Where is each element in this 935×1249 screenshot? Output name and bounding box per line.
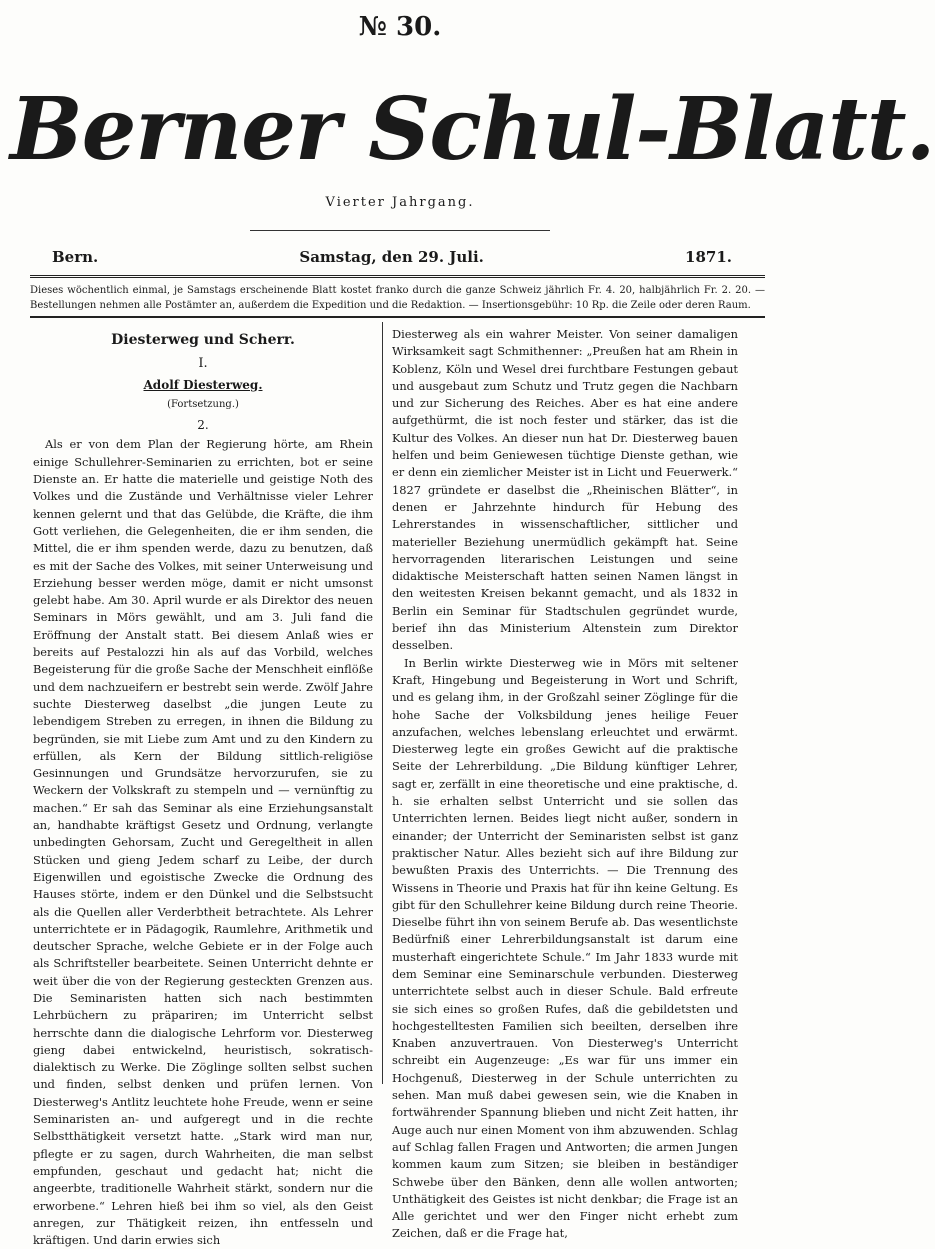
paragraph: In Berlin wirkte Diesterweg wie in Mörs mit seltener Kraft, Hingebung und Begeisterung in Wort und Schrift, und es gelang ihm, in der Großzahl seiner Zöglinge für die hohe Sache der Volksbildung jenes heilige Feuer anzufachen, welches lebenslang erleuchtet und erwärmt. Diesterweg legte ein großes Gewicht auf die praktische Seite der Lehrerbildung. „Die Bildung künftiger Lehrer, sagt er, zerfällt in eine theoretische und eine praktische, d. h. sie erhalten selbst Unterricht und sie sollen das Unterrichten lernen. Beides liegt nicht außer, sondern in einander; der Unterricht der Seminaristen selbst ist ganz praktischer Natur. Alles bezieht sich auf ihre Bildung zur bewußten Praxis des Unterrichts. — Die Trennung des Wissens in Theorie und Praxis hat für ihn keine Geltung. Es gibt für den Schullehrer keine Bildung durch reine Theorie. Dieselbe führt ihn von seinem Berufe ab. Das wesentlichste Bedürfniß einer Lehrerbildungsanstalt ist darum eine musterhaft eingerichtete Schule.“ Im Jahr 1833 wurde mit dem Seminar eine Seminarschule verbunden. Diesterweg unterrichtete selbst auch in dieser Schule. Bald erfreute sie sich eines so großen Rufes, daß die gebildetsten und hochgestelltesten Familien sich beeilten, derselben ihre Knaben anzuvertrauen. Von Diesterweg's Unterricht schreibt ein Augenzeuge: „Es war für uns immer ein Hochgenuß, Diesterweg in der Schule unterrichten zu sehen. Man muß dabei gewesen sein, wie die Knaben in fortwährender Spannung blieben und nicht Zeit hatten, ihr Auge auch nur einen Moment von ihm abzuwenden. Schlag auf Schlag fallen Fragen und Antworten; die armen Jungen kommen kaum zum Sitzen; sie bleiben in beständiger Schwebe über den Bänken, denn alle wollen antworten; Unthätigkeit des Geistes ist nicht denkbar; die Frage ist an Alle gerichtet und wer den Finger nicht erhebt zum Zeichen, daß er die Frage hat, — [392, 655, 738, 1241]
subscription-notice: Dieses wöchentlich einmal, je Samstags erscheinende Blatt kostet franko durch die ganze Schweiz jährlich Fr. 4. 20, halbjährlich Fr. 2. 20. — Bestellungen nehmen alle Postämter an, außerdem die Expedition und die Redaktion. — Insertionsgebühr: 10 Rp. die Zeile oder deren Raum. — [30, 285, 765, 311]
divider — [30, 316, 765, 318]
divider — [250, 230, 550, 231]
paragraph: Als er von dem Plan der Regierung hörte, am Rhein einige Schullehrer-Seminarien zu errichten, bot er seine Dienste an. Er hatte die materielle und geistige Noth des Volkes und die Zustände und Verhältnisse vieler Lehrer kennen gelernt und that das Gelübde, die Kräfte, die ihm Gott verliehen, die Gelegenheiten, die er ihm senden, die Mittel, die er ihm spenden werde, dazu zu benutzen, daß es mit der Sache des Volkes, mit seiner Unterweisung und Erziehung besser werden möge, damit er nicht umsonst gelebt habe. Am 30. April wurde er als Direktor des neuen Seminars in Mörs gewählt, und am 3. Juli fand die Eröffnung der Anstalt statt. Bei diesem Anlaß wies er bereits auf Pestalozzi hin als auf das Vorbild, welches Begeisterung für die große Sache der Menschheit einflöße und dem nachzueifern er bestrebt sein werde. Zwölf Jahre suchte Diesterweg daselbst „die jungen Leute zu lebendigem Streben zu erregen, in ihnen die Bildung zu begründen, sie mit Liebe zum Amt und zu den Kindern zu erfüllen, als Kern der Bildung sittlich-religiöse Gesinnungen und Grundsätze hervorzurufen, sie zu Weckern der Volkskraft zu stempeln und — vernünftig zu machen.“ Er sah das Seminar als eine Erziehungsanstalt an, handhabte kräftigst Gesetz und Ordnung, verlangte unbedingten Gehorsam, Zucht und Geregeltheit in allen Stücken und gieng Jedem scharf zu Leibe, der durch Eigenwillen und egoistische Zwecke die Ordnung des Hauses störte, indem er den Dünkel und die Selbstsucht als die Quellen aller Verderbtheit betrachtete. Als Lehrer unterrichtete er in Pädagogik, Raumlehre, Arithmetik und deutscher Sprache, welche Gebiete er in der Folge auch als Schriftsteller bearbeitete. Seinen Unterricht dehnte er weit über die von der Regierung gesteckten Grenzen aus. Die Seminaristen hatten sich nach bestimmten Lehrbüchern zu präpariren; im Unterricht selbst herrschte dann die dialogische Lehrform vor. Diesterweg gieng dabei entwickelnd, heuristisch, sokratisch-dialektisch zu Werke. Die Zöglinge sollten selbst suchen und finden, selbst denken und prüfen lernen. Von Diesterweg's Antlitz leuchtete hohe Freude, wenn er seine Seminaristen an- und aufgeregt und in die rechte Selbstthätigkeit versetzt hatte. „Stark wird man nur, pflegte er zu sagen, durch Wahrheiten, die man selbst empfunden, geschaut und gedacht hat; nicht die angeerbte, traditionelle Wahrheit stärkt, sondern nur die erworbene.“ Lehren hieß bei ihm so viel, als den Geist anregen, zur Thätigkeit reizen, ihn entfesseln und kräftigen. Und darin erwies sich — [33, 437, 373, 1248]
article-title: Diesterweg und Scherr. — [111, 332, 295, 348]
article-subtitle: Adolf Diesterweg. — [143, 377, 263, 392]
date: Samstag, den 29. Juli. — [299, 248, 484, 266]
column-right — [392, 326, 738, 1241]
paragraph: Diesterweg als ein wahrer Meister. Von seiner damaligen Wirksamkeit sagt Schmithenner: „Preußen hat am Rhein in Koblenz, Köln und Wesel drei furchtbare Festungen gebaut und ausgebaut zum Schutz und Trutz gegen die Nachbarn und zur Sicherung des Reiches. Aber es hat eine andere aufgethürmt, die ist noch fester und stärker, das ist die Kultur des Volkes. An dieser nun hat Dr. Diesterweg bauen helfen und beim Geniewesen tüchtige Dienste gethan, wie er denn ein ziemlicher Meister ist in Licht und Feuerwerk.“ 1827 gründete er daselbst die „Rheinischen Blätter“, in denen er Jahrzehnte hindurch für Hebung des Lehrerstandes in wissenschaftlicher, sittlicher und materieller Beziehung unermüdlich gekämpft hat. Seine hervorragenden literarischen Leistungen und seine didaktische Meisterschaft hatten seinen Namen längst in den weitesten Kreisen bekannt gemacht, und als 1832 in Berlin ein Seminar für Stadtschulen gegründet wurde, berief ihn das Ministerium Altenstein zum Direktor desselben. — [392, 327, 738, 653]
newspaper-title: Berner Schul-Blatt. — [10, 79, 935, 180]
column-left — [33, 326, 373, 1248]
article-part: I. — [198, 356, 208, 372]
section-number: 2. — [197, 418, 209, 433]
year-number: 1871. — [685, 248, 732, 266]
dateline — [52, 248, 732, 266]
column-divider — [382, 322, 383, 1084]
volume-year: Vierter Jahrgang. — [325, 195, 475, 210]
continuation-note: (Fortsetzung.) — [167, 398, 239, 410]
issue-number: № 30. — [358, 12, 442, 42]
place: Bern. — [52, 248, 99, 266]
divider — [30, 275, 765, 278]
